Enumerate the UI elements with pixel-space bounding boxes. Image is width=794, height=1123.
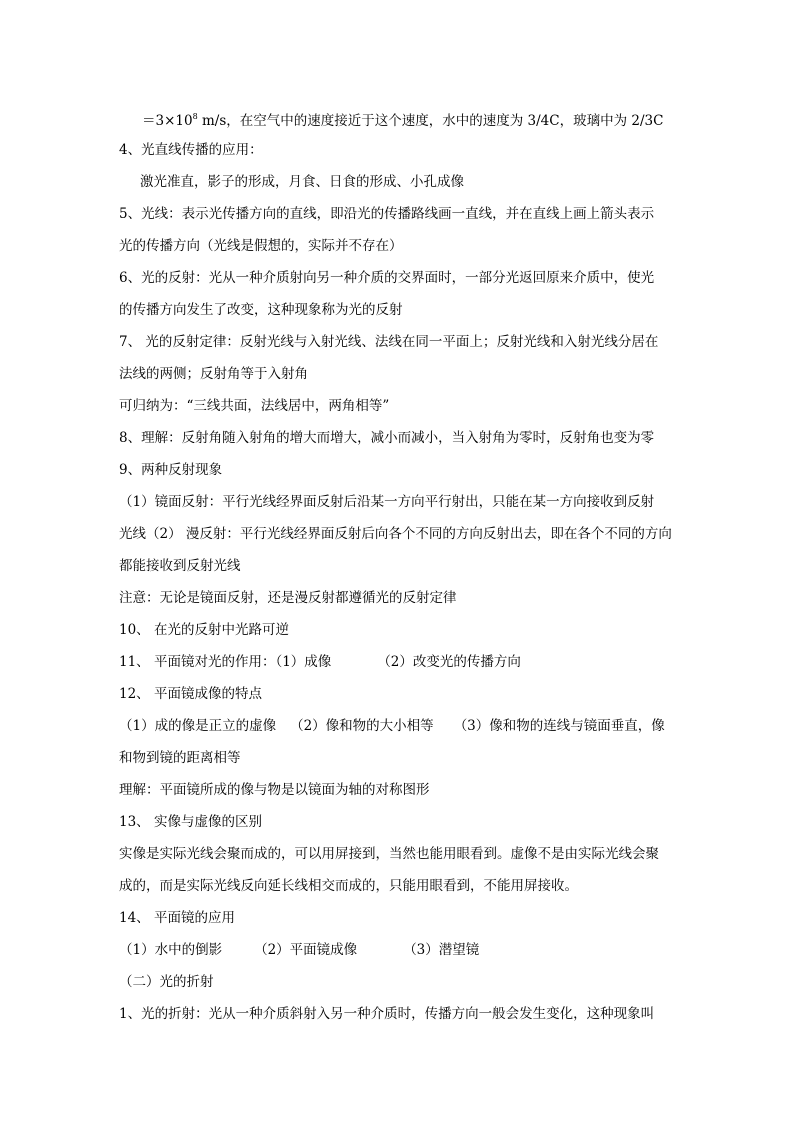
text-line-speed-of-light: [142, 107, 702, 131]
text-line: 光的传播方向（光线是假想的，实际并不存在）: [119, 238, 403, 254]
text-segment: 11、 平面镜对光的作用：（1）成像: [119, 654, 332, 670]
text-line: 成的，而是实际光线反向延长线相交而成的，只能用眼看到，不能用屏接收。: [119, 878, 578, 894]
text-line: 注意：无论是镜面反射，还是漫反射都遵循光的反射定律: [119, 590, 457, 606]
text-segment: （3）潜望镜: [403, 942, 480, 958]
text-line: [119, 652, 679, 672]
text-segment: （2）平面镜成像: [254, 942, 358, 958]
text-line: 实像是实际光线会聚而成的，可以用屏接到，当然也能用眼看到。虚像不是由实际光线会聚: [119, 846, 659, 862]
text-line: [119, 940, 679, 960]
text-segment: （2）改变光的传播方向: [377, 654, 521, 670]
text-line: 法线的两侧；反射角等于入射角: [119, 366, 308, 382]
text-line: 12、 平面镜成像的特点: [119, 686, 262, 702]
text-line: 的传播方向发生了改变，这种现象称为光的反射: [119, 302, 403, 318]
text-line: 光线（2） 漫反射：平行光线经界面反射后向各个不同的方向反射出去，即在各个不同的方向: [119, 526, 672, 542]
text-segment: m/s，在空气中的速度接近于这个速度，水中的速度为 3/4C，玻璃中为 2/3C: [197, 113, 664, 129]
superscript: 8: [192, 112, 198, 121]
text-line: 13、 实像与虚像的区别: [119, 814, 262, 830]
text-segment: ＝3×10: [142, 113, 193, 129]
text-segment: （2）像和物的大小相等: [290, 718, 434, 734]
text-line: 7、 光的反射定律：反射光线与入射光线、法线在同一平面上；反射光线和入射光线分居在: [119, 334, 659, 350]
text-line: 14、 平面镜的应用: [119, 910, 235, 926]
text-line: 8、理解：反射角随入射角的增大而增大，减小而减小，当入射角为零时，反射角也变为零: [119, 430, 655, 446]
text-line: 6、光的反射：光从一种介质射向另一种介质的交界面时，一部分光返回原来介质中，使光: [119, 270, 655, 286]
text-segment: （3）像和物的连线与镜面垂直，像: [453, 718, 665, 734]
text-line: 5、光线：表示光传播方向的直线，即沿光的传播路线画一直线，并在直线上画上箭头表示: [119, 206, 655, 222]
text-line: [119, 716, 679, 736]
text-segment: （1）成的像是正立的虚像: [119, 718, 277, 734]
text-line: 9、两种反射现象: [119, 462, 223, 478]
section-heading: （二）光的折射: [119, 974, 214, 990]
text-line: （1）镜面反射：平行光线经界面反射后沿某一方向平行射出，只能在某一方向接收到反射: [119, 494, 655, 510]
text-line: 10、 在光的反射中光路可逆: [119, 622, 289, 638]
text-line: 1、光的折射：光从一种介质斜射入另一种介质时，传播方向一般会发生变化，这种现象叫: [119, 1006, 655, 1022]
text-line: 都能接收到反射光线: [119, 558, 241, 574]
text-segment: （1）水中的倒影: [119, 942, 223, 958]
text-line: 可归纳为：“三线共面，法线居中，两角相等”: [119, 398, 390, 414]
text-line: 激光准直，影子的形成，月食、日食的形成、小孔成像: [140, 174, 464, 190]
text-line: 和物到镜的距离相等: [119, 750, 241, 766]
text-line: 4、光直线传播的应用：: [119, 142, 263, 158]
text-line: 理解：平面镜所成的像与物是以镜面为轴的对称图形: [119, 782, 430, 798]
